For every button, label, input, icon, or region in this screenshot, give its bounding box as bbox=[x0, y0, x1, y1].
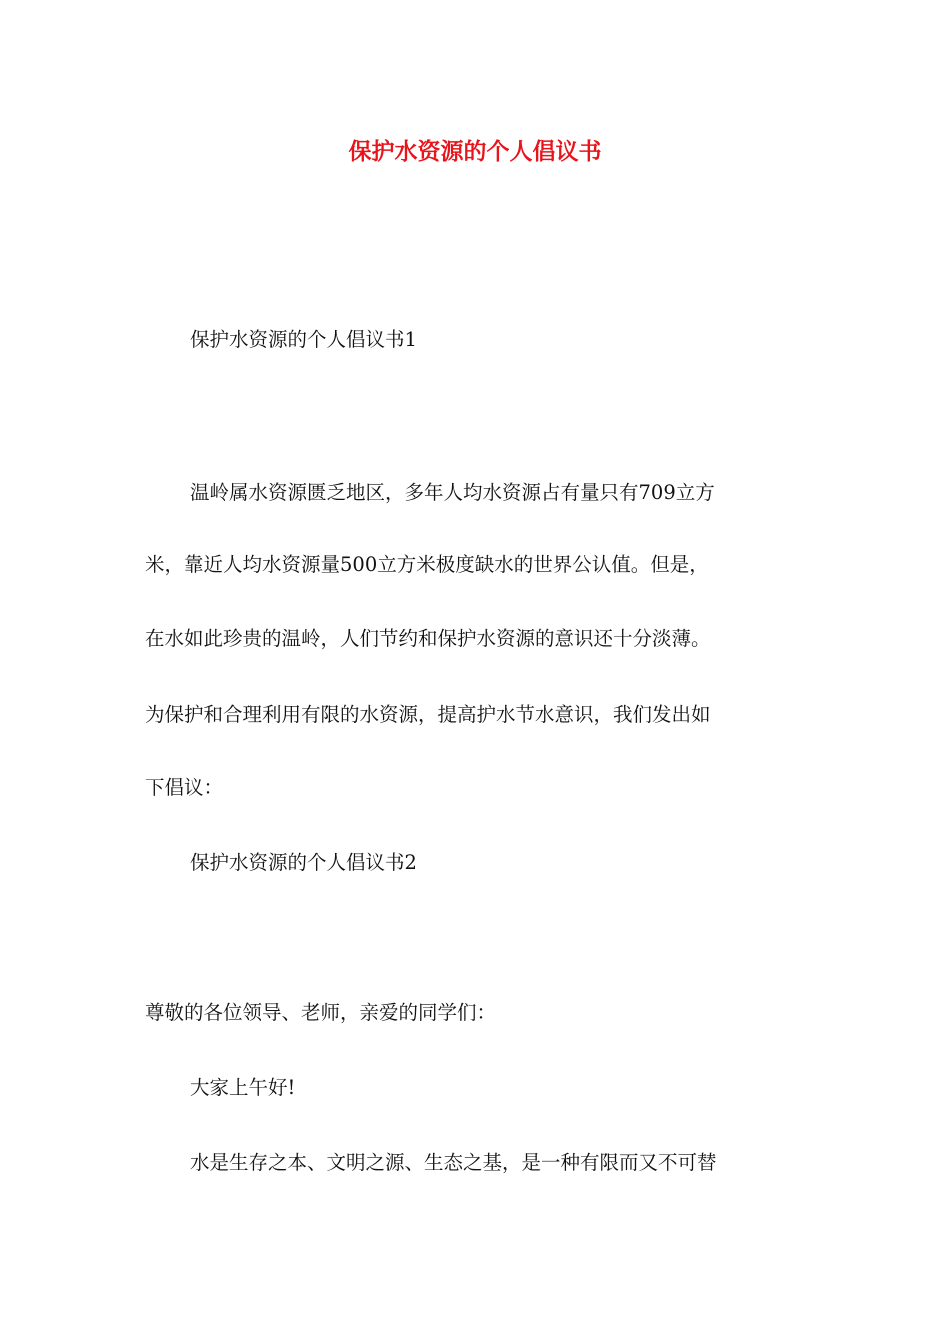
section-heading-1: 保护水资源的个人倡议书1 bbox=[190, 328, 417, 351]
paragraph-line: 下倡议： bbox=[145, 776, 224, 799]
paragraph-line: 在水如此珍贵的温岭，人们节约和保护水资源的意识还十分淡薄。 bbox=[145, 627, 711, 650]
salutation-line: 尊敬的各位领导、老师，亲爱的同学们： bbox=[145, 1001, 497, 1024]
paragraph-line: 水是生存之本、文明之源、生态之基，是一种有限而又不可替 bbox=[190, 1151, 717, 1174]
paragraph-line: 米，靠近人均水资源量500立方米极度缺水的世界公认值。但是， bbox=[145, 553, 709, 576]
paragraph-line: 为保护和合理利用有限的水资源，提高护水节水意识，我们发出如 bbox=[145, 703, 711, 726]
greeting-line: 大家上午好! bbox=[190, 1076, 296, 1099]
document-title: 保护水资源的个人倡议书 bbox=[348, 138, 602, 165]
section-heading-2: 保护水资源的个人倡议书2 bbox=[190, 851, 417, 874]
paragraph-line: 温岭属水资源匮乏地区，多年人均水资源占有量只有709立方 bbox=[190, 481, 715, 504]
